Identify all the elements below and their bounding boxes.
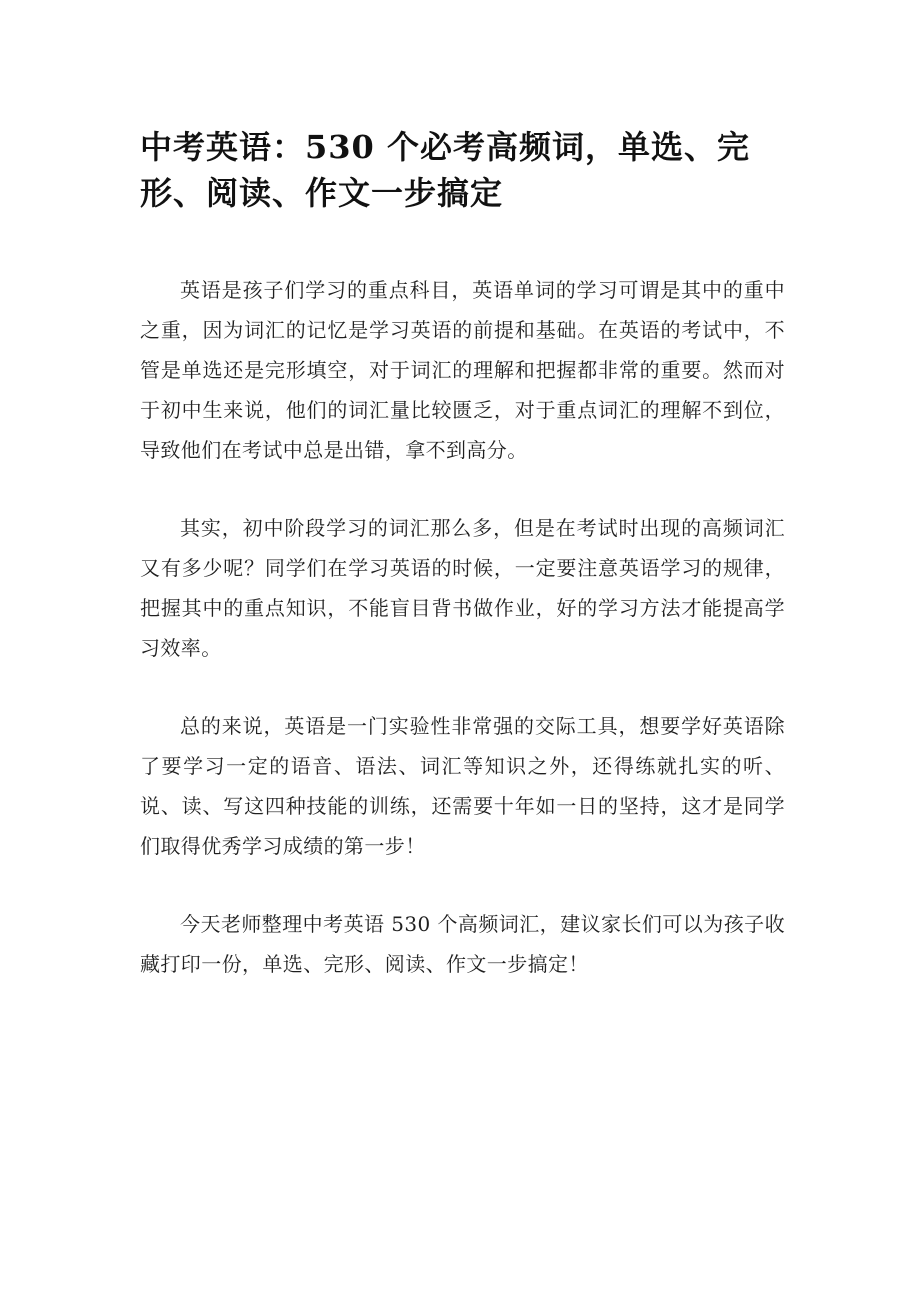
document-body — [140, 270, 785, 1022]
paragraph-2: 其实，初中阶段学习的词汇那么多，但是在考试时出现的高频词汇又有多少呢？同学们在学习英语的时候，一定要注意英语学习的规律，把握其中的重点知识，不能盲目背书做作业，好的学习方法才能提高学习效率。 — [140, 516, 785, 660]
paragraph-4: 今天老师整理中考英语 530 个高频词汇，建议家长们可以为孩子收藏打印一份，单选、完形、阅读、作文一步搞定！ — [140, 912, 785, 976]
document-title: 中考英语：530 个必考高频词，单选、完形、阅读、作文一步搞定 — [140, 128, 750, 212]
paragraph-3: 总的来说，英语是一门实验性非常强的交际工具，想要学好英语除了要学习一定的语音、语法、词汇等知识之外，还得练就扎实的听、说、读、写这四种技能的训练，还需要十年如一日的坚持，这才是同学们取得优秀学习成绩的第一步！ — [140, 714, 785, 858]
paragraph-1: 英语是孩子们学习的重点科目，英语单词的学习可谓是其中的重中之重，因为词汇的记忆是学习英语的前提和基础。在英语的考试中，不管是单选还是完形填空，对于词汇的理解和把握都非常的重要。然而对于初中生来说，他们的词汇量比较匮乏，对于重点词汇的理解不到位，导致他们在考试中总是出错，拿不到高分。 — [140, 278, 785, 462]
